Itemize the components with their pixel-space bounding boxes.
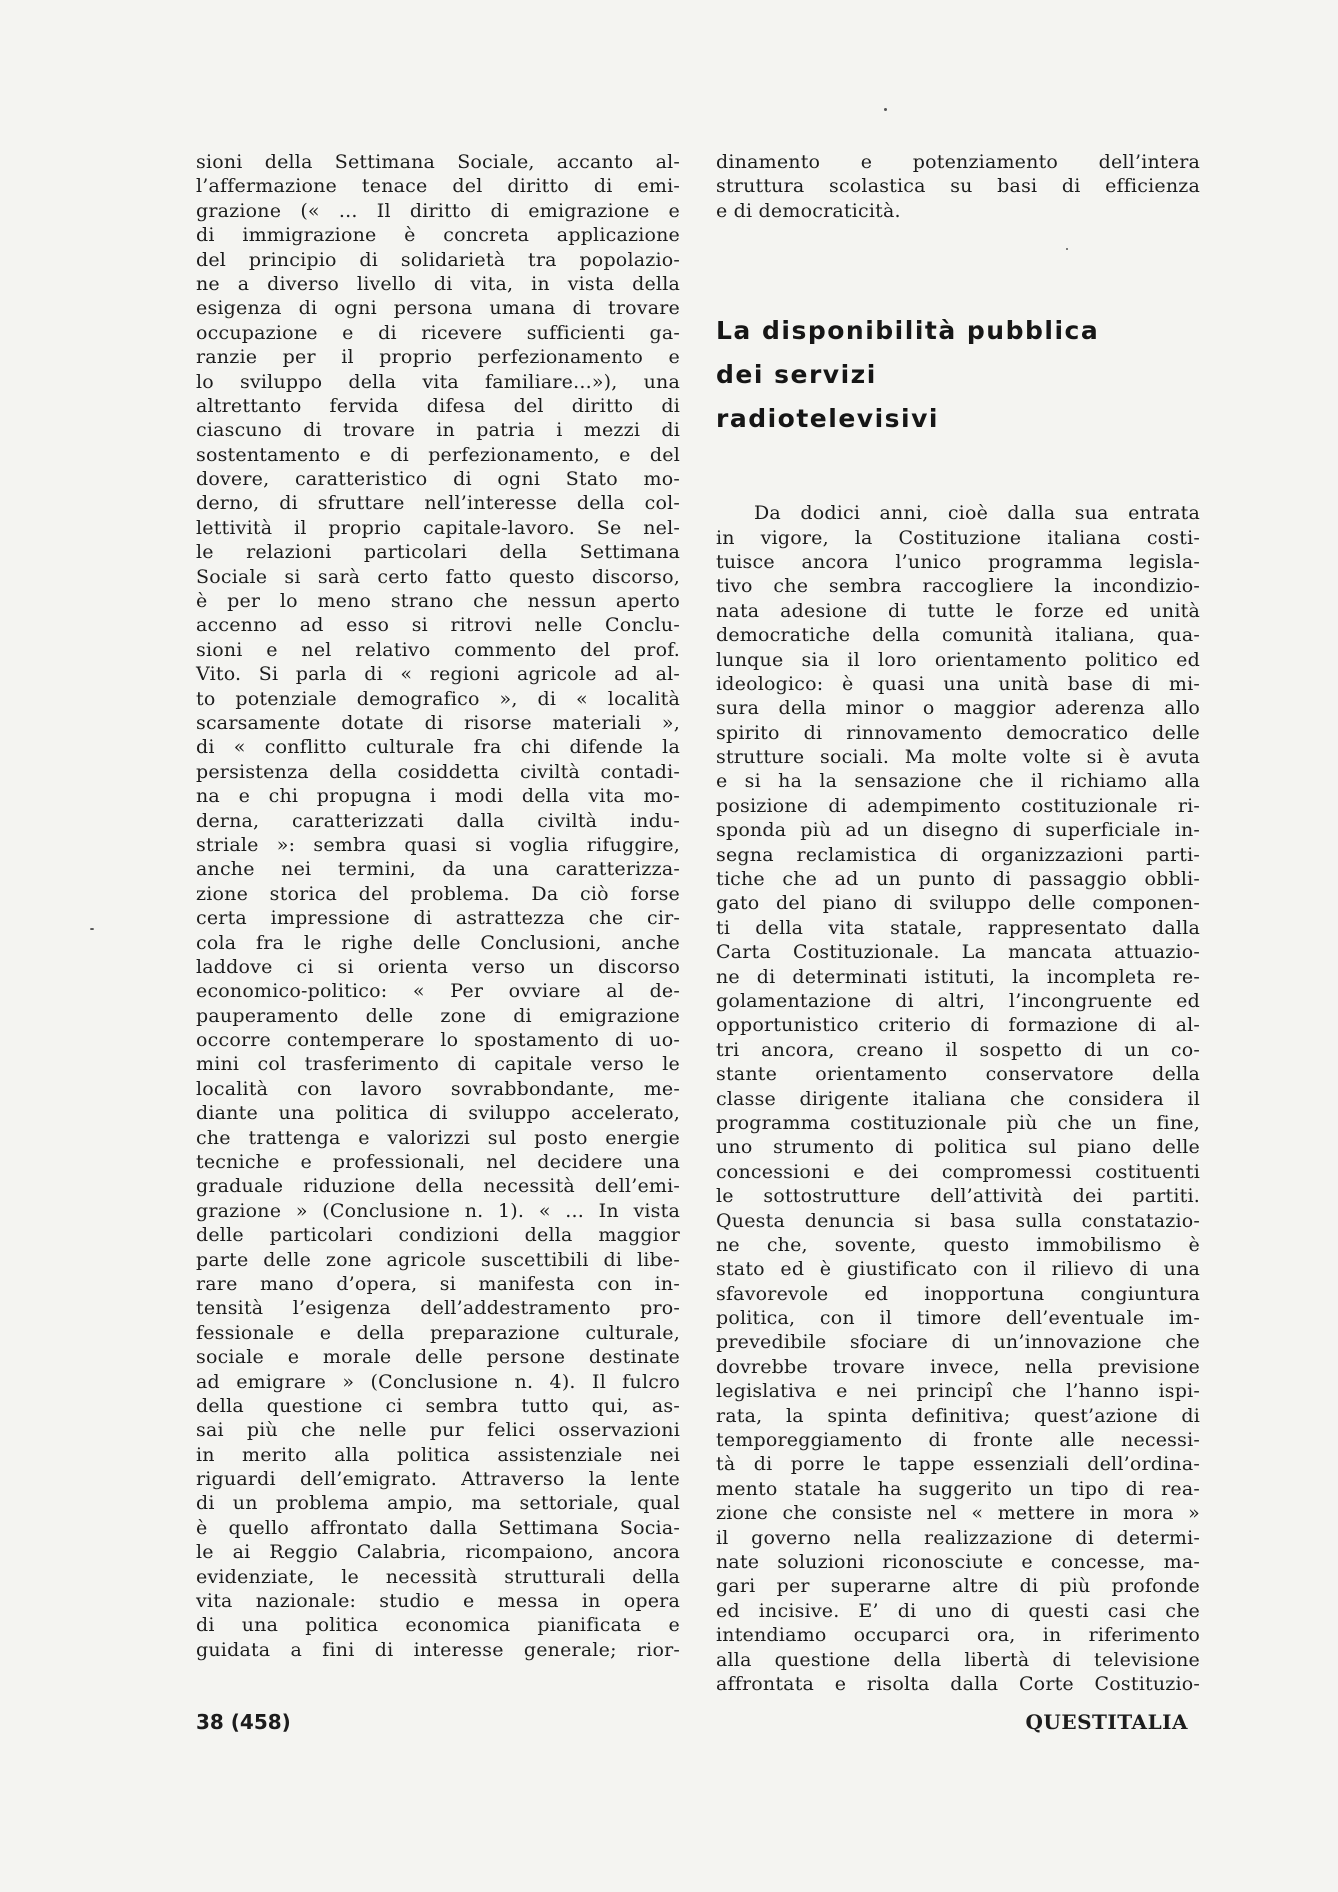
body-text-line: esigenza di ogni persona umana di trovare — [196, 297, 680, 320]
body-text-line: Da dodici anni, cioè dalla sua entrata — [754, 502, 1200, 525]
body-text-line: derno, di sfruttare nell’interesse della col- — [196, 492, 680, 515]
body-text-line: intendiamo occuparci ora, in riferimento — [716, 1624, 1200, 1647]
body-text-line: grazione (« ... Il diritto di emigrazione e — [196, 199, 680, 222]
body-text-line: Carta Costituzionale. La mancata attuazio- — [716, 941, 1200, 964]
body-text-line: gato del piano di sviluppo delle componen- — [716, 892, 1200, 915]
body-text-line: ideologico: è quasi una unità base di mi- — [716, 672, 1200, 695]
body-text-line: altrettanto fervida difesa del diritto di — [196, 394, 680, 417]
body-text-line: sociale e morale delle persone destinate — [196, 1346, 680, 1369]
body-text-line: del principio di solidarietà tra popolazio- — [196, 248, 680, 271]
body-text-line: le sottostrutture dell’attività dei partiti. — [716, 1185, 1200, 1208]
body-text-line: posizione di adempimento costituzionale ri- — [716, 794, 1200, 817]
intro-text-line: struttura scolastica su basi di efficienza — [716, 175, 1200, 198]
body-text-line: programma costituzionale più che un fine, — [716, 1111, 1200, 1134]
body-text-line: Sociale si sarà certo fatto questo discorso, — [196, 565, 680, 588]
intro-text-line: e di democraticità. — [716, 199, 901, 222]
body-text-line: zione che consiste nel « mettere in mora » — [716, 1502, 1200, 1525]
body-text-line: evidenziate, le necessità strutturali della — [196, 1565, 680, 1588]
body-text-line: legislativa e nei principî che l’hanno ispi- — [716, 1380, 1200, 1403]
body-text-line: graduale riduzione della necessità dell’emi- — [196, 1175, 680, 1198]
body-text-line: persistenza della cosiddetta civiltà contadi- — [196, 760, 680, 783]
body-text-line: di una politica economica pianificata e — [196, 1614, 680, 1637]
body-text-line: ad emigrare » (Conclusione n. 4). Il fulcro — [196, 1370, 680, 1393]
body-text-line: tiche che ad un punto di passaggio obbli- — [716, 868, 1200, 891]
body-text-line: di « conflitto culturale fra chi difende la — [196, 736, 680, 759]
body-text-line: gari per superarne altre di più profonde — [716, 1575, 1200, 1598]
body-text-line: economico-politico: « Per ovviare al de- — [196, 980, 680, 1003]
body-text-line: affrontata e risolta dalla Corte Costituzio- — [716, 1672, 1200, 1695]
body-text-line: che trattenga e valorizzi sul posto energie — [196, 1126, 680, 1149]
body-text-line: sponda più ad un disegno di superficiale in- — [716, 819, 1200, 842]
body-text-line: uno strumento di politica sul piano delle — [716, 1136, 1200, 1159]
body-text-line: stante orientamento conservatore della — [716, 1063, 1200, 1086]
body-text-line: rata, la spinta definitiva; quest’azione di — [716, 1404, 1200, 1427]
body-text-line: nate soluzioni riconosciute e concesse, ma- — [716, 1550, 1200, 1573]
body-text-line: rare mano d’opera, si manifesta con in- — [196, 1272, 680, 1295]
body-text-line: ti della vita statale, rappresentato dalla — [716, 916, 1200, 939]
body-text-line: politica, con il timore dell’eventuale im- — [716, 1307, 1200, 1330]
body-text-line: sai più che nelle pur felici osservazioni — [196, 1419, 680, 1442]
body-text-line: ed incisive. E’ di uno di questi casi che — [716, 1599, 1200, 1622]
body-text-line: lunque sia il loro orientamento politico ed — [716, 648, 1200, 671]
body-text-line: l’affermazione tenace del diritto di emi- — [196, 175, 680, 198]
body-text-line: stato ed è giustificato con il rilievo di una — [716, 1258, 1200, 1281]
intro-text-line: dinamento e potenziamento dell’intera — [716, 151, 1200, 173]
body-text-line: sioni della Settimana Sociale, accanto al- — [196, 151, 680, 173]
body-text-line: vita nazionale: studio e messa in opera — [196, 1590, 680, 1613]
section-title-line: dei servizi — [716, 360, 877, 390]
body-text-line: di un problema ampio, ma settoriale, qual — [196, 1492, 680, 1515]
body-text-line: e si ha la sensazione che il richiamo alla — [716, 770, 1200, 793]
scan-speck — [1066, 248, 1068, 250]
body-text-line: ne di determinati istituti, la incompleta re- — [716, 965, 1200, 988]
scan-speck — [884, 108, 887, 111]
body-text-line: delle particolari condizioni della maggior — [196, 1224, 680, 1247]
body-text-line: Vito. Si parla di « regioni agricole ad al- — [196, 663, 680, 686]
right-column-body — [716, 501, 1200, 1696]
body-text-line: tri ancora, creano il sospetto di un co- — [716, 1038, 1200, 1061]
body-text-line: classe dirigente italiana che considera il — [716, 1087, 1200, 1110]
body-text-line: temporeggiamento di fronte alle necessi- — [716, 1429, 1200, 1452]
right-column-intro — [716, 150, 1200, 223]
body-text-line: occorre contemperare lo spostamento di uo- — [196, 1029, 680, 1052]
body-text-line: sura della minor o maggior aderenza allo — [716, 697, 1200, 720]
body-text-line: le relazioni particolari della Settimana — [196, 541, 680, 564]
body-text-line: opportunistico criterio di formazione di al- — [716, 1014, 1200, 1037]
body-text-line: ranzie per il proprio perfezionamento e — [196, 346, 680, 369]
body-text-line: tensità l’esigenza dell’addestramento pro- — [196, 1297, 680, 1320]
body-text-line: il governo nella realizzazione di determi- — [716, 1526, 1200, 1549]
body-text-line: guidata a fini di interesse generale; rior- — [196, 1638, 680, 1661]
section-title-line: radiotelevisivi — [716, 404, 939, 434]
body-text-line: alla questione della libertà di televisione — [716, 1648, 1200, 1671]
right-column — [716, 150, 1200, 1696]
body-text-line: scarsamente dotate di risorse materiali », — [196, 711, 680, 734]
body-text-line: ciascuno di trovare in patria i mezzi di — [196, 419, 680, 442]
body-text-line: dovrebbe trovare invece, nella previsione — [716, 1355, 1200, 1378]
body-text-line: prevedibile sfociare di un’innovazione che — [716, 1331, 1200, 1354]
body-text-line: le ai Reggio Calabria, ricompaiono, ancora — [196, 1541, 680, 1564]
body-text-line: democratiche della comunità italiana, qua- — [716, 624, 1200, 647]
body-text-line: derna, caratterizzati dalla civiltà indu- — [196, 809, 680, 832]
body-text-line: mini col trasferimento di capitale verso le — [196, 1053, 680, 1076]
body-text-line: cola fra le righe delle Conclusioni, anche — [196, 931, 680, 954]
body-text-line: sostentamento e di perfezionamento, e del — [196, 443, 680, 466]
body-text-line: zione storica del problema. Da ciò forse — [196, 882, 680, 905]
body-text-line: ne che, sovente, questo immobilismo è — [716, 1233, 1200, 1256]
left-column — [196, 150, 680, 1662]
body-text-line: riguardi dell’emigrato. Attraverso la lente — [196, 1468, 680, 1491]
body-text-line: località con lavoro sovrabbondante, me- — [196, 1077, 680, 1100]
body-text-line: spirito di rinnovamento democratico delle — [716, 721, 1200, 744]
body-text-line: anche nei termini, da una caratterizza- — [196, 858, 680, 881]
body-text-line: laddove ci si orienta verso un discorso — [196, 955, 680, 978]
body-text-line: pauperamento delle zone di emigrazione — [196, 1004, 680, 1027]
body-text-line: accenno ad esso si ritrovi nelle Conclu- — [196, 614, 680, 637]
section-title-line: La disponibilità pubblica — [716, 316, 1100, 346]
body-text-line: della questione ci sembra tutto qui, as- — [196, 1394, 680, 1417]
body-text-line: sioni e nel relativo commento del prof. — [196, 638, 680, 661]
body-text-line: mento statale ha suggerito un tipo di rea- — [716, 1477, 1200, 1500]
scan-speck — [90, 928, 94, 930]
body-text-line: certa impressione di astrattezza che cir- — [196, 907, 680, 930]
body-text-line: na e chi propugna i modi della vita mo- — [196, 785, 680, 808]
body-text-line: strutture sociali. Ma molte volte si è avuta — [716, 746, 1200, 769]
journal-name: QUESTITALIA — [1025, 1710, 1188, 1734]
body-text-line: in merito alla politica assistenziale nei — [196, 1443, 680, 1466]
body-text-line: golamentazione di altri, l’incongruente ed — [716, 989, 1200, 1012]
body-text-line: tuisce ancora l’unico programma legisla- — [716, 550, 1200, 573]
body-text-line: dovere, caratteristico di ogni Stato mo- — [196, 468, 680, 491]
body-text-line: tà di porre le tappe essenziali dell’ordina- — [716, 1453, 1200, 1476]
body-text-line: segna reclamistica di organizzazioni parti- — [716, 843, 1200, 866]
body-text-line: lo sviluppo della vita familiare...»), una — [196, 370, 680, 393]
body-text-line: è per lo meno strano che nessun aperto — [196, 590, 680, 613]
body-text-line: diante una politica di sviluppo accelerato, — [196, 1102, 680, 1125]
body-text-line: grazione » (Conclusione n. 1). « ... In vista — [196, 1199, 680, 1222]
body-text-line: lettività il proprio capitale-lavoro. Se nel- — [196, 516, 680, 539]
body-text-line: tecniche e professionali, nel decidere una — [196, 1151, 680, 1174]
section-title — [716, 309, 1200, 441]
body-text-line: fessionale e della preparazione culturale, — [196, 1321, 680, 1344]
body-text-line: tivo che sembra raccogliere la incondizio- — [716, 575, 1200, 598]
spacer — [716, 223, 1200, 309]
body-text-line: in vigore, la Costituzione italiana costi- — [716, 526, 1200, 549]
body-text-line: occupazione e di ricevere sufficienti ga- — [196, 321, 680, 344]
body-text-line: to potenziale demografico », di « località — [196, 687, 680, 710]
body-text-line: Questa denuncia si basa sulla constatazio- — [716, 1209, 1200, 1232]
body-text-line: ne a diverso livello di vita, in vista della — [196, 272, 680, 295]
body-text-line: di immigrazione è concreta applicazione — [196, 224, 680, 247]
body-text-line: parte delle zone agricole suscettibili di libe- — [196, 1248, 680, 1271]
body-text-line: sfavorevole ed inopportuna congiuntura — [716, 1282, 1200, 1305]
body-text-line: nata adesione di tutte le forze ed unità — [716, 599, 1200, 622]
page-number: 38 (458) — [196, 1710, 291, 1734]
body-text-line: è quello affrontato dalla Settimana Socia- — [196, 1516, 680, 1539]
spacer — [716, 441, 1200, 501]
body-text-line: concessioni e dei compromessi costituenti — [716, 1160, 1200, 1183]
body-text-line: striale »: sembra quasi si voglia rifuggire, — [196, 833, 680, 856]
